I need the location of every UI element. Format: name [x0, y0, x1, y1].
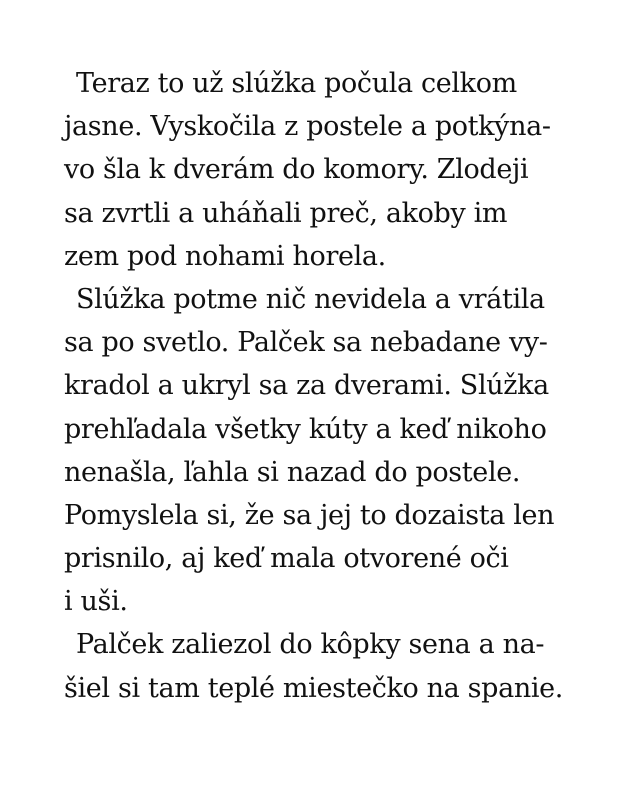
story-line: jasne. Vyskočila z postele a potkýna- [64, 111, 551, 143]
story-line: nenašla, ľahla si nazad do postele. [64, 456, 521, 488]
story-line: Pomyslela si, že sa jej to dozaista len [64, 499, 555, 531]
story-line: kradol a ukryl sa za dverami. Slúžka [64, 370, 549, 402]
story-text [64, 62, 584, 710]
story-line: sa zvrtli a uháňali preč, akoby im [64, 197, 508, 229]
story-line: zem pod nohami horela. [64, 240, 386, 272]
story-line: Slúžka potme nič nevidela a vrátila [76, 283, 545, 315]
story-line: prehľadala všetky kúty a keď nikoho [64, 413, 547, 445]
story-line: šiel si tam teplé miestečko na spanie. [64, 672, 564, 704]
story-line: prisnilo, aj keď mala otvorené oči [64, 543, 509, 575]
story-line: sa po svetlo. Palček sa nebadane vy- [64, 327, 548, 359]
story-line: Teraz to už slúžka počula celkom [76, 68, 517, 99]
story-line: vo šla k dverám do komory. Zlodeji [64, 154, 529, 186]
story-line: Palček zaliezol do kôpky sena a na- [76, 629, 545, 661]
story-line: i uši. [64, 586, 128, 618]
